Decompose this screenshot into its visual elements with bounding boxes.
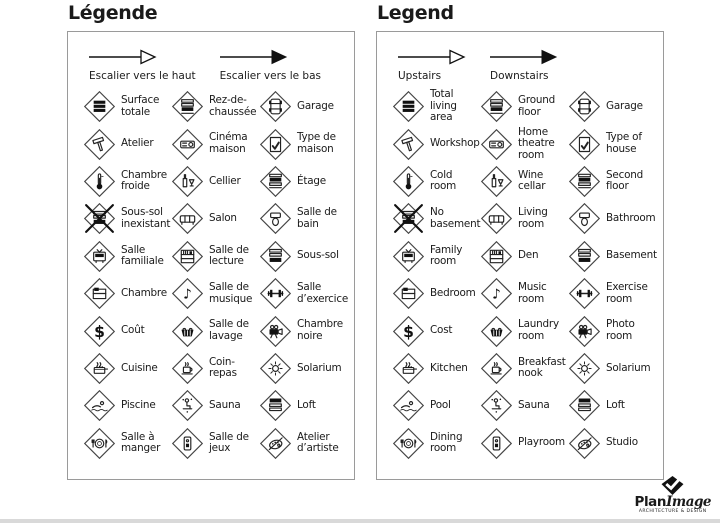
legend-item xyxy=(83,427,171,460)
legend-item-label: Music room xyxy=(518,281,547,305)
stack-total-icon xyxy=(392,90,425,123)
svg-text:♪: ♪ xyxy=(183,286,192,303)
check-sheet-icon xyxy=(259,128,292,161)
legend-item-label: Salon xyxy=(209,212,237,225)
legend-item xyxy=(171,352,259,385)
legend-item xyxy=(259,90,347,123)
tv-icon xyxy=(392,240,425,273)
legend-item-label: Piscine xyxy=(121,399,156,412)
legend-item-label: Chambre noire xyxy=(297,318,343,343)
svg-text:♪: ♪ xyxy=(492,286,501,303)
sun-icon xyxy=(568,352,601,385)
legend-item xyxy=(83,165,171,198)
check-sheet-icon xyxy=(568,128,601,161)
legend-item xyxy=(259,277,347,310)
camera-icon xyxy=(259,315,292,348)
laundry-basket-icon xyxy=(171,315,204,348)
stack-second-icon xyxy=(259,165,292,198)
legend-item-label: Sauna xyxy=(209,399,241,412)
legend-item xyxy=(259,352,347,385)
legend-item-label: Sous-sol xyxy=(297,249,339,262)
legend-item xyxy=(568,389,656,422)
stack-total-icon xyxy=(83,90,116,123)
sauna-icon xyxy=(171,389,204,422)
legend-item xyxy=(83,128,171,161)
legend-item-label: Total living area xyxy=(430,88,457,124)
legend-item-label: Den xyxy=(518,249,539,262)
laundry-basket-icon xyxy=(480,315,513,348)
sofa-icon xyxy=(480,202,513,235)
legend-panel-fr xyxy=(67,2,355,480)
legend-item xyxy=(480,389,568,422)
toilet-icon xyxy=(568,202,601,235)
sofa-icon xyxy=(171,202,204,235)
legend-item xyxy=(480,165,568,198)
planimage-logo xyxy=(634,475,711,514)
playroom-icon xyxy=(171,427,204,460)
legend-item xyxy=(83,277,171,310)
legend-item-label: Second floor xyxy=(606,168,644,193)
bookshelf-icon xyxy=(480,240,513,273)
legend-item xyxy=(83,240,171,273)
legend-item xyxy=(392,202,480,235)
legend-item-label: Living room xyxy=(518,206,548,230)
no-basement-icon xyxy=(83,202,116,235)
legend-item-label: Bedroom xyxy=(430,286,476,299)
dining-plate-icon xyxy=(392,427,425,460)
cooking-pot-icon xyxy=(83,352,116,385)
legend-item-label: Solarium xyxy=(297,361,342,374)
dining-plate-icon xyxy=(83,427,116,460)
legend-item xyxy=(480,90,568,123)
car-icon xyxy=(568,90,601,123)
legend-item-label: Bathroom xyxy=(606,212,656,225)
stack-basement-icon xyxy=(259,240,292,273)
legend-item-label: Photo room xyxy=(606,318,635,343)
thermometer-icon xyxy=(392,165,425,198)
legend-item-label: Family room xyxy=(430,243,463,268)
legend-item-label: Loft xyxy=(606,399,625,412)
legend-item-label: Cellier xyxy=(209,174,241,187)
legend-item xyxy=(568,427,656,460)
legend-item-label: Garage xyxy=(297,99,334,112)
legend-item-label: Cost xyxy=(430,324,453,337)
bookshelf-icon xyxy=(171,240,204,273)
page-bottom-edge xyxy=(0,519,720,523)
swimmer-icon xyxy=(83,389,116,422)
legend-item-label: Garage xyxy=(606,99,643,112)
no-basement-icon xyxy=(392,202,425,235)
sauna-icon xyxy=(480,389,513,422)
panel-title: Légende xyxy=(68,2,158,24)
legend-item xyxy=(568,90,656,123)
legend-item-label: Coin-repas xyxy=(209,355,237,380)
upstairs-arrow-group xyxy=(89,49,196,82)
legend-item-label: Kitchen xyxy=(430,361,468,374)
legend-item xyxy=(259,202,347,235)
legend-item xyxy=(392,427,480,460)
stack-ground-icon xyxy=(480,90,513,123)
legend-item xyxy=(568,352,656,385)
legend-item xyxy=(83,389,171,422)
playroom-icon xyxy=(480,427,513,460)
planimage-wordmark xyxy=(634,494,711,509)
upstairs-arrow-group xyxy=(398,49,466,82)
legend-item-label: Exercise room xyxy=(606,281,648,305)
legend-item xyxy=(568,128,656,161)
panel-title: Legend xyxy=(377,2,454,24)
downstairs-arrow-icon xyxy=(220,49,288,65)
bed-icon xyxy=(83,277,116,310)
legend-item xyxy=(568,202,656,235)
legend-item xyxy=(171,128,259,161)
svg-text:$: $ xyxy=(94,322,105,341)
legend-item-label: Cuisine xyxy=(121,361,158,374)
dumbbell-icon xyxy=(259,277,292,310)
dollar-icon xyxy=(392,315,425,348)
arrow-label: Downstairs xyxy=(490,70,549,82)
legend-item-label: Salle de bain xyxy=(297,206,337,230)
legend-item-label: Dining room xyxy=(430,430,463,455)
brand-image: Image xyxy=(666,494,711,510)
projector-icon xyxy=(480,128,513,161)
legend-item-label: Salle familiale xyxy=(121,243,164,268)
palette-icon xyxy=(259,427,292,460)
projector-icon xyxy=(171,128,204,161)
panel-box xyxy=(67,31,355,480)
legend-item xyxy=(392,352,480,385)
legend-item-label: Rez-de-chaussée xyxy=(209,94,257,118)
legend-item xyxy=(171,315,259,348)
legend-item-label: Laundry room xyxy=(518,318,559,343)
panel-box xyxy=(376,31,664,480)
legend-item-label: Sous-sol inexistant xyxy=(121,206,171,230)
legend-item xyxy=(83,90,171,123)
legend-item xyxy=(480,315,568,348)
legend-item-label: Étage xyxy=(297,174,326,187)
palette-icon xyxy=(568,427,601,460)
legend-item-label: Atelier xyxy=(121,137,154,150)
legend-item-label: Sauna xyxy=(518,399,550,412)
legend-item xyxy=(392,165,480,198)
legend-item xyxy=(568,240,656,273)
stack-ground-icon xyxy=(171,90,204,123)
legend-item-label: Playroom xyxy=(518,436,565,449)
legend-item xyxy=(568,277,656,310)
upstairs-arrow-icon xyxy=(89,49,157,65)
swimmer-icon xyxy=(392,389,425,422)
legend-item xyxy=(171,165,259,198)
legend-item-label: No basement xyxy=(430,206,481,230)
legend-item xyxy=(259,315,347,348)
legend-item xyxy=(568,165,656,198)
brand-plan: Plan xyxy=(634,494,667,510)
legend-item-label: Salle de jeux xyxy=(209,430,249,455)
music-note-icon xyxy=(480,277,513,310)
legend-item-label: Atelier d’artiste xyxy=(297,430,339,455)
legend-item xyxy=(171,90,259,123)
legend-item xyxy=(171,240,259,273)
legend-grid xyxy=(392,88,657,462)
legend-item xyxy=(83,352,171,385)
legend-item-label: Breakfast nook xyxy=(518,355,566,380)
tv-icon xyxy=(83,240,116,273)
legend-item xyxy=(480,240,568,273)
stack-loft-icon xyxy=(259,389,292,422)
legend-item xyxy=(259,389,347,422)
stair-arrows xyxy=(89,49,348,82)
legend-item xyxy=(259,165,347,198)
dumbbell-icon xyxy=(568,277,601,310)
toilet-icon xyxy=(259,202,292,235)
legend-grid xyxy=(83,88,348,462)
legend-item xyxy=(259,128,347,161)
planimage-logo-icon xyxy=(660,475,685,496)
stack-basement-icon xyxy=(568,240,601,273)
arrow-label: Escalier vers le bas xyxy=(219,70,321,82)
legend-item-label: Salle de lavage xyxy=(209,318,249,343)
legend-item xyxy=(480,352,568,385)
legend-item xyxy=(480,277,568,310)
legend-item-label: Solarium xyxy=(606,361,651,374)
legend-item-label: Salle à manger xyxy=(121,430,161,455)
legend-item-label: Type de maison xyxy=(297,131,336,156)
legend-item xyxy=(392,128,480,161)
logo-tagline: ARCHITECTURE & DESIGN xyxy=(638,509,707,514)
legend-item xyxy=(480,427,568,460)
legend-item xyxy=(259,427,347,460)
legend-item xyxy=(480,127,568,162)
legend-item xyxy=(480,202,568,235)
wine-icon xyxy=(171,165,204,198)
stack-loft-icon xyxy=(568,389,601,422)
legend-item xyxy=(392,240,480,273)
legend-panel-en xyxy=(376,2,664,480)
legend-item-label: Coût xyxy=(121,324,145,337)
legend-item xyxy=(392,389,480,422)
legend-item-label: Studio xyxy=(606,436,638,449)
legend-item-label: Home theatre room xyxy=(518,125,555,161)
legend-item xyxy=(392,89,480,124)
legend-item-label: Loft xyxy=(297,399,316,412)
downstairs-arrow-group xyxy=(490,49,558,82)
legend-item-label: Type of house xyxy=(606,131,642,156)
stack-second-icon xyxy=(568,165,601,198)
legend-item-label: Wine cellar xyxy=(518,168,546,193)
legend-item-label: Basement xyxy=(606,249,657,262)
sun-icon xyxy=(259,352,292,385)
legend-item-label: Chambre xyxy=(121,286,167,299)
thermometer-icon xyxy=(83,165,116,198)
legend-item-label: Salle de musique xyxy=(209,281,253,305)
wine-icon xyxy=(480,165,513,198)
arrow-label: Escalier vers le haut xyxy=(89,70,196,82)
legend-item xyxy=(171,202,259,235)
svg-text:$: $ xyxy=(403,322,414,341)
legend-item-label: Workshop xyxy=(430,137,480,150)
legend-item-label: Salle de lecture xyxy=(209,243,249,268)
legend-item xyxy=(568,315,656,348)
cooking-pot-icon xyxy=(392,352,425,385)
legend-item-label: Pool xyxy=(430,399,451,412)
legend-item xyxy=(171,427,259,460)
legend-item xyxy=(171,277,259,310)
stair-arrows xyxy=(398,49,657,82)
legend-item-label: Cold room xyxy=(430,168,457,193)
legend-item-label: Salle d’exercice xyxy=(297,281,349,305)
bed-icon xyxy=(392,277,425,310)
downstairs-arrow-group xyxy=(220,49,321,82)
legend-item xyxy=(392,277,480,310)
legend-item xyxy=(83,202,171,235)
coffee-cup-icon xyxy=(480,352,513,385)
legend-item-label: Ground floor xyxy=(518,94,556,118)
dollar-icon xyxy=(83,315,116,348)
music-note-icon xyxy=(171,277,204,310)
arrow-label: Upstairs xyxy=(398,70,442,82)
upstairs-arrow-icon xyxy=(398,49,466,65)
hammer-icon xyxy=(392,128,425,161)
legend-item xyxy=(392,315,480,348)
legend-item xyxy=(83,315,171,348)
legend-item-label: Surface totale xyxy=(121,94,160,118)
downstairs-arrow-icon xyxy=(490,49,558,65)
legend-item xyxy=(171,389,259,422)
coffee-cup-icon xyxy=(171,352,204,385)
camera-icon xyxy=(568,315,601,348)
legend-item-label: Chambre froide xyxy=(121,168,167,193)
hammer-icon xyxy=(83,128,116,161)
car-icon xyxy=(259,90,292,123)
legend-item-label: Cinéma maison xyxy=(209,131,248,156)
legend-item xyxy=(259,240,347,273)
